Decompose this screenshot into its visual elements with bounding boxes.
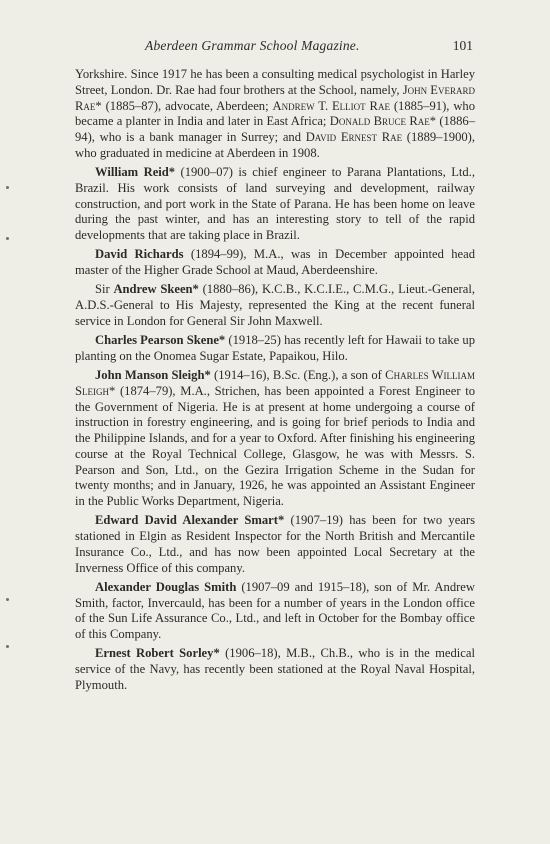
entry-paragraph [75,580,475,643]
relative-name: John Everard Rae* [75,82,475,113]
person-name: Ernest Robert Sorley* [95,646,220,661]
entry-paragraph [75,368,475,510]
entry-text: (1885–87), advocate, Aberdeen; [101,98,273,113]
relative-name: David Ernest Rae [305,130,403,144]
entry-text: (1885–91), who became a planter in India and later in East Africa; [75,98,476,129]
entry-text: (1907–19) has been for two years stationed in Elgin as Resident Inspector for the North British and Mercantile Insurance Co., Ltd., and has now been appointed Local Secretary at the Inverness Office of this company. [75,513,475,575]
person-name: Alexander Douglas Smith [95,579,237,594]
entry-text: (1900–07) is chief engineer to Parana Plantations, Ltd., Brazil. His work consists of land surveying and development, railway construction, and port work in the State of Parana. He has been home on leave during the past winter, and has an interesting story to tell of the rapid developments that are taking place in Brazil. [75,165,475,242]
entry-text: (1914–16), B.Sc. (Eng.), a son of [210,368,386,382]
entry-text: (1918–25) has recently left for Hawaii to take up planting on the Onomea Sugar Estate, Papaikou, Hilo. [75,333,475,363]
entry-paragraph [75,165,475,244]
margin-mark [6,186,9,189]
entry-text: (1880–86), K.C.B., K.C.I.E., C.M.G., Lieut.-General, A.D.S.-General to His Majesty, represented the King at the recent funeral service in London for General Sir John Maxwell. [75,282,475,328]
relative-name: Andrew T. Elliot Rae [272,98,390,113]
entry-text: (1889–1900), who graduated in medicine at Aberdeen in 1908. [75,130,476,160]
entry-text: Yorkshire. Since 1917 he has been a consulting medical psychologist in Harley Street, London. Dr. Rae had four brothers at the School, namely, [75,67,475,97]
relative-name: Donald Bruce Rae* [329,114,437,129]
person-name: David Richards [95,247,184,262]
journal-title: Aberdeen Grammar School Magazine. [145,38,360,53]
entry-text: Sir [95,282,114,297]
entry-text: (1906–18), M.B., Ch.B., who is in the medical service of the Navy, has recently been stationed at the Royal Naval Hospital, Plymouth. [75,646,475,692]
relative-name: Charles William Sleigh* [75,368,476,398]
page-number: 101 [452,38,473,53]
person-name: Edward David Alexander Smart* [95,513,285,528]
margin-mark [6,237,9,240]
margin-mark [6,598,9,601]
entry-text: (1894–99), M.A., was in December appointed head master of the Higher Grade School at Maud, Aberdeenshire. [75,247,475,277]
running-header [75,38,475,56]
entry-paragraph [75,67,475,162]
entry-text: (1886–94), who is a bank manager in Surrey; and [75,114,475,144]
entry-paragraph [75,282,475,329]
person-name: Charles Pearson Skene* [95,333,226,347]
entry-text: (1907–09 and 1915–18), son of Mr. Andrew Smith, factor, Invercauld, has been for a number of years in the London office of the Sun Life Assurance Co., Ltd., and left in October for the Bombay office of this Company. [75,579,475,641]
person-name: John Manson Sleigh* [95,368,211,382]
margin-mark [6,645,9,648]
person-name: William Reid* [95,165,176,179]
entry-text: (1874–79), M.A., Strichen, has been appointed a Forest Engineer to the Government of Nigeria. He is at present at home undergoing a course of instruction in forestry engineering, and is going for brief periods to India and the Philippine Islands, and for a year to Oxford. After finishing his engineering course at the Royal Technical College, Glasgow, he was with Messrs. S. Pearson and Son, Ltd., on the Gezira Irrigation Scheme in the Sudan for twenty months; and in January, 1926, he was appointed an Assistant Engineer in the Public Works Department, Nigeria. [75,383,475,508]
entry-paragraph [75,513,475,576]
entry-paragraph [75,333,475,365]
entry-paragraph [75,646,475,693]
person-name: Andrew Skeen* [113,282,199,297]
article-body [75,67,475,697]
entry-paragraph [75,247,475,279]
